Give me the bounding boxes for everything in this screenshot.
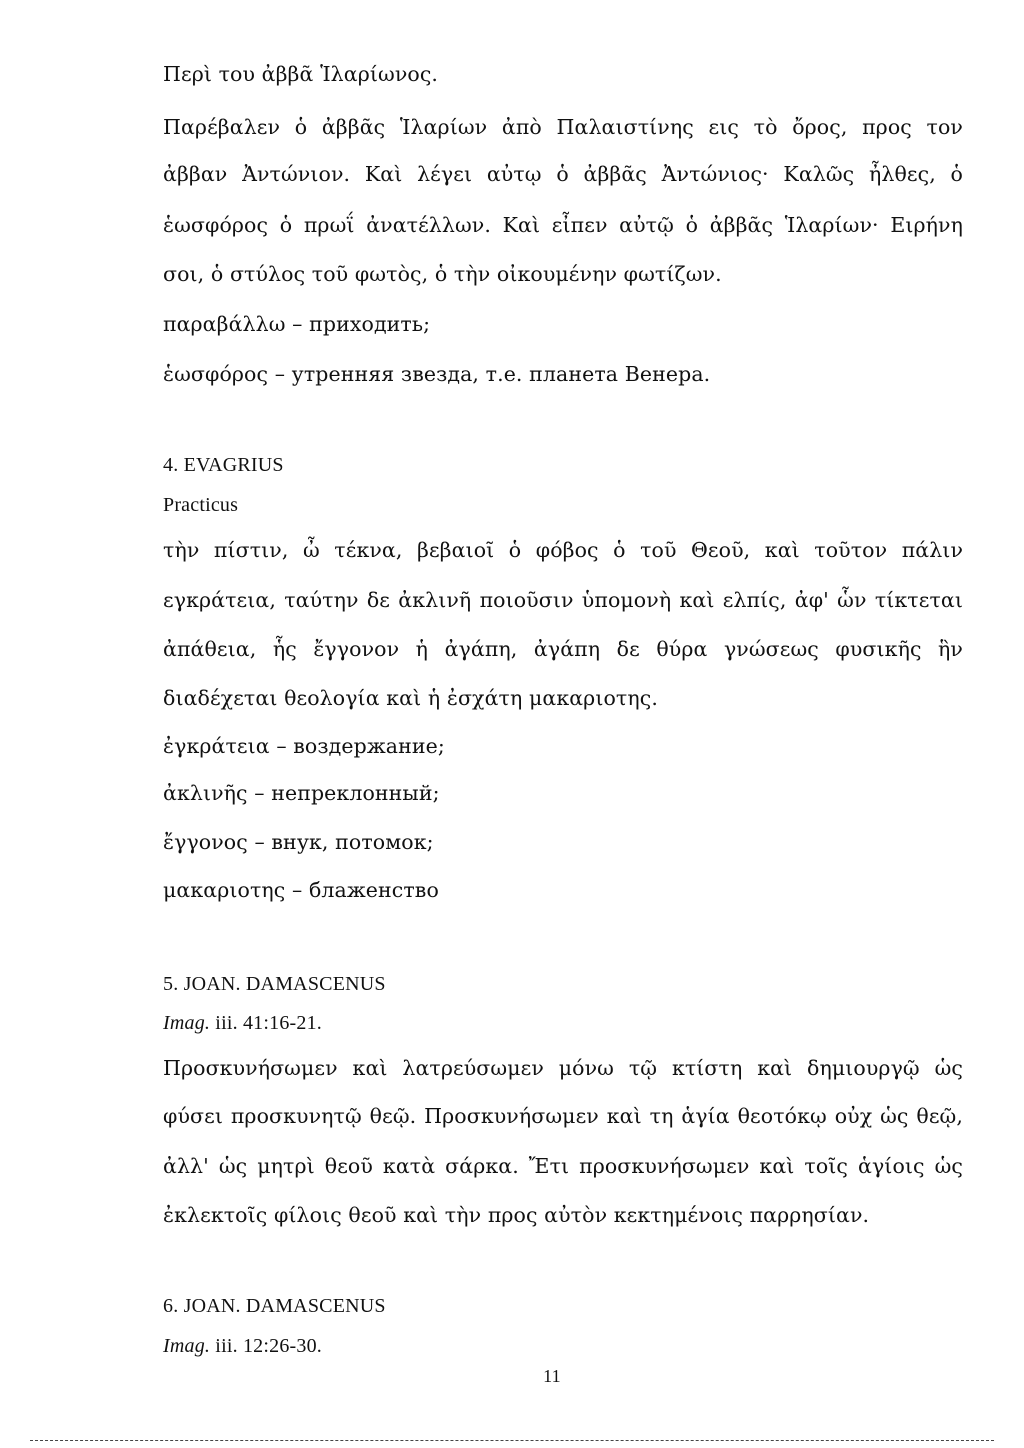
section-heading: 6. JOAN. DAMASCENUS bbox=[163, 1295, 386, 1317]
text-line: ἀπάθεια, ἧς ἔγγονον ἡ ἀγάπη, ἀγάπη δε θύρα γνώσεως φυσικῆς ἣν bbox=[163, 637, 963, 661]
page-number: 11 bbox=[543, 1366, 561, 1386]
text-line: ἀββαν Ἀντώνιον. Καὶ λέγει αὐτῳ ὁ ἀββᾶς Ἀντώνιος· Καλῶς ἦλθες, ὁ bbox=[163, 162, 963, 186]
section-title: Περὶ του ἀββᾶ Ἱλαρίωνος. bbox=[163, 62, 439, 86]
glossary-entry: ἐγκράτεια – воздержание; bbox=[163, 734, 445, 758]
text-line: φύσει προσκυνητῷ θεῷ. Προσκυνήσωμεν καὶ τη ἁγία θεοτόκῳ οὐχ ὡς θεῷ, bbox=[163, 1104, 963, 1128]
glossary-entry: ἔγγονος – внук, потомок; bbox=[163, 830, 434, 854]
text-line: ἐκλεκτοῖς φίλοις θεοῦ καὶ τὴν προς αὐτὸν κεκτημένοις παρρησίαν. bbox=[163, 1203, 870, 1227]
text-line: Προσκυνήσωμεν καὶ λατρεύσωμεν μόνω τῷ κτίστη καὶ δημιουργῷ ὡς bbox=[163, 1056, 963, 1080]
section-heading: 4. EVAGRIUS bbox=[163, 454, 284, 476]
glossary-entry: μακαριοτης – блаженство bbox=[163, 878, 439, 902]
glossary-entry: ἑωσφόρος – утренняя звезда, т.е. планета Венера. bbox=[163, 362, 711, 386]
text-line: ἑωσφόρος ὁ πρωΐ ἀνατέλλων. Καὶ εἶπεν αὐτῷ ὁ ἀββᾶς Ἱλαρίων· Ειρήνη bbox=[163, 213, 963, 237]
glossary-entry: ἀκλινῆς – непреклонный; bbox=[163, 781, 440, 805]
glossary-entry: παραβάλλω – приходить; bbox=[163, 312, 431, 336]
source-reference bbox=[163, 1013, 322, 1033]
section-heading: 5. JOAN. DAMASCENUS bbox=[163, 973, 386, 995]
text-line: Παρέβαλεν ὁ ἀββᾶς Ἱλαρίων ἀπὸ Παλαιστίνης εις τὸ ὄρος, προς τον bbox=[163, 115, 963, 139]
source-reference bbox=[163, 1336, 322, 1356]
text-line: διαδέχεται θεολογία καὶ ἡ ἐσχάτη μακαριοτης. bbox=[163, 686, 658, 710]
text-line: σοι, ὁ στύλος τοῦ φωτὸς, ὁ τὴν οἰκουμένην φωτίζων. bbox=[163, 262, 722, 286]
source-reference-locus: iii. 12:26-30. bbox=[210, 1335, 322, 1357]
source-reference-locus: iii. 41:16-21. bbox=[210, 1012, 322, 1034]
source-title: Practicus bbox=[163, 494, 239, 516]
source-reference-abbr: Imag. bbox=[163, 1335, 211, 1357]
source-reference-abbr: Imag. bbox=[163, 1012, 211, 1034]
text-line: ἀλλ' ὡς μητρὶ θεοῦ κατὰ σάρκα. Ἔτι προσκυνήσωμεν καὶ τοῖς ἁγίοις ὡς bbox=[163, 1154, 963, 1178]
page-bottom-edge bbox=[30, 1440, 994, 1441]
text-line: τὴν πίστιν, ὦ τέκνα, βεβαιοῖ ὁ φόβος ὁ τοῦ Θεοῦ, καὶ τοῦτον πάλιν bbox=[163, 538, 963, 562]
text-line: εγκράτεια, ταύτην δε ἀκλινῆ ποιοῦσιν ὑπομονὴ καὶ ελπίς, ἀφ' ὧν τίκτεται bbox=[163, 588, 963, 612]
